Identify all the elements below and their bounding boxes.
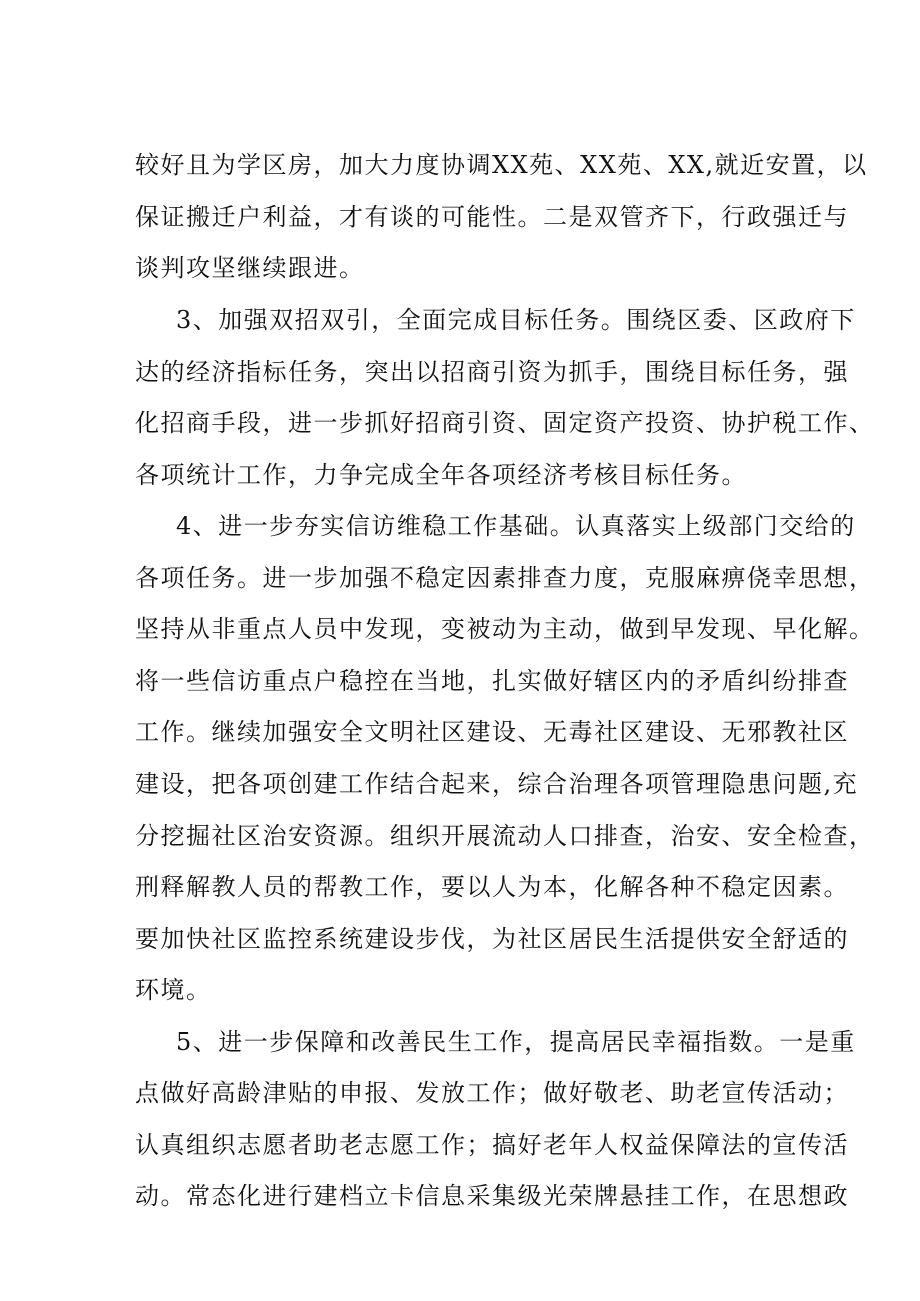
text-line: 3、加强双招双引，全面完成目标任务。围绕区委、区政府下 — [176, 306, 856, 334]
text-line: 化招商手段，进一步抓好招商引资、固定资产投资、协护税工作、 — [135, 409, 875, 437]
text-line: 较好且为学区房，加大力度协调XX苑、XX苑、XX,就近安置，以 — [135, 151, 868, 179]
text-line: 分挖掘社区治安资源。组织开展流动人口排查，治安、安全检查， — [135, 822, 875, 850]
text-line: 将一些信访重点户稳控在当地，扎实做好辖区内的矛盾纠纷排查 — [135, 667, 849, 695]
text-line: 各项统计工作，力争完成全年各项经济考核目标任务。 — [135, 461, 747, 489]
text-line: 坚持从非重点人员中发现，变被动为主动，做到早发现、早化解。 — [135, 615, 875, 643]
text-line: 认真组织志愿者助老志愿工作；搞好老年人权益保障法的宣传活 — [135, 1131, 849, 1159]
text-line: 刑释解教人员的帮教工作，要以人为本，化解各种不稳定因素。 — [135, 873, 849, 901]
text-line: 建设，把各项创建工作结合起来，综合治理各项管理隐患问题,充 — [135, 770, 859, 798]
text-line: 要加快社区监控系统建设步伐，为社区居民生活提供安全舒适的 — [135, 925, 849, 953]
text-line: 保证搬迁户利益，才有谈的可能性。二是双管齐下，行政强迁与 — [135, 203, 849, 231]
text-line: 点做好高龄津贴的申报、发放工作；做好敬老、助老宣传活动； — [135, 1079, 849, 1107]
text-line: 环境。 — [135, 976, 212, 1004]
text-line: 动。常态化进行建档立卡信息采集级光荣牌悬挂工作，在思想政 — [135, 1182, 849, 1210]
text-line: 5、进一步保障和改善民生工作，提高居民幸福指数。一是重 — [176, 1028, 856, 1056]
text-line: 各项任务。进一步加强不稳定因素排查力度，克服麻痹侥幸思想， — [135, 564, 875, 592]
text-line: 工作。继续加强安全文明社区建设、无毒社区建设、无邪教社区 — [135, 718, 849, 746]
text-line: 谈判攻坚继续跟进。 — [135, 254, 365, 282]
text-line: 4、进一步夯实信访维稳工作基础。认真落实上级部门交给的 — [176, 512, 856, 540]
text-line: 达的经济指标任务，突出以招商引资为抓手，围绕目标任务，强 — [135, 358, 849, 386]
